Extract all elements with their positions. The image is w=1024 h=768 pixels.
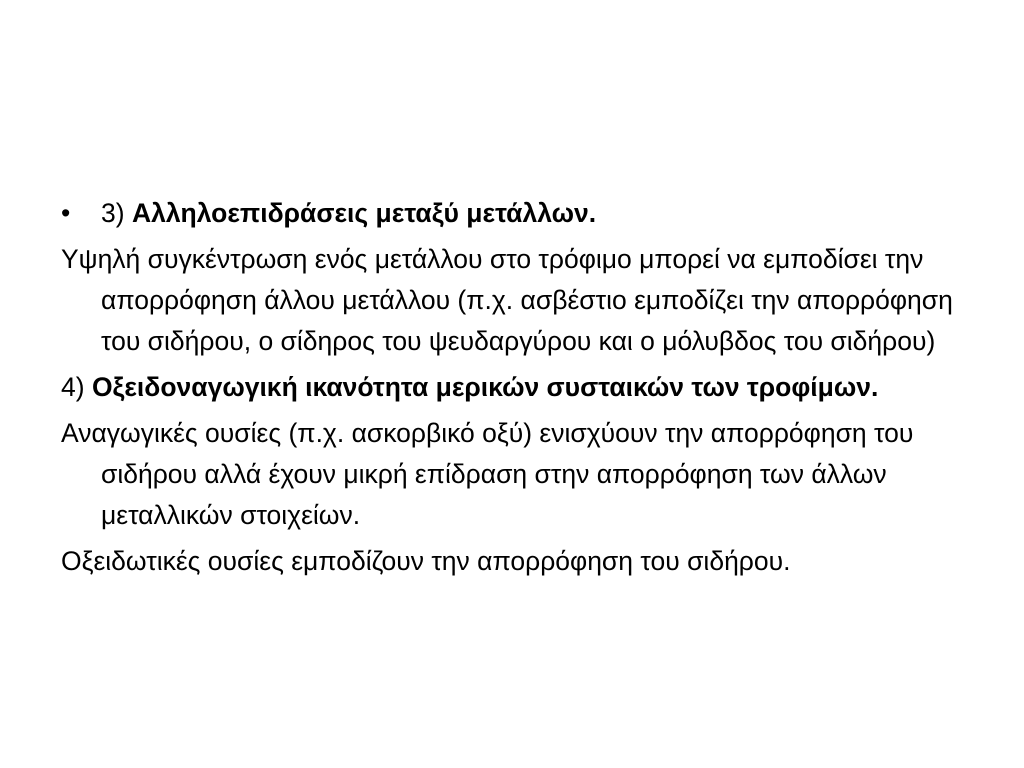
paragraph-oxidizing-substances: Οξειδωτικές ουσίες εμποδίζουν την απορρόφηση του σιδήρου. bbox=[61, 546, 791, 576]
paragraph-reducing-substances: Αναγωγικές ουσίες (π.χ. ασκορβικό οξύ) ενισχύουν την απορρόφηση του σιδήρου αλλά έχουν μικρή επίδραση στην απορρόφηση των άλλων μεταλλικών στοιχείων. bbox=[61, 418, 914, 530]
bullet-icon: • bbox=[61, 198, 71, 228]
item-4 bbox=[61, 367, 961, 408]
slide-content bbox=[61, 193, 961, 587]
item-4-heading: Οξειδοναγωγική ικανότητα μερικών συσταικών των τροφίμων. bbox=[91, 372, 879, 402]
paragraph-metal-interactions: Υψηλή συγκέντρωση ενός μετάλλου στο τρόφιμο μπορεί να εμποδίσει την απορρόφηση άλλου μετάλλου (π.χ. ασβέστιο εμποδίζει την απορρόφηση του σιδήρου, ο σίδηρος του ψευδαργύρου και ο μόλυβδος του σιδήρου) bbox=[61, 244, 953, 356]
item-4-prefix: 4) bbox=[61, 372, 92, 402]
bullet-item-3 bbox=[61, 193, 961, 234]
item-3-prefix: 3) bbox=[101, 198, 132, 228]
item-3-heading: Αλληλοεπιδράσεις μεταξύ μετάλλων. bbox=[131, 198, 597, 228]
